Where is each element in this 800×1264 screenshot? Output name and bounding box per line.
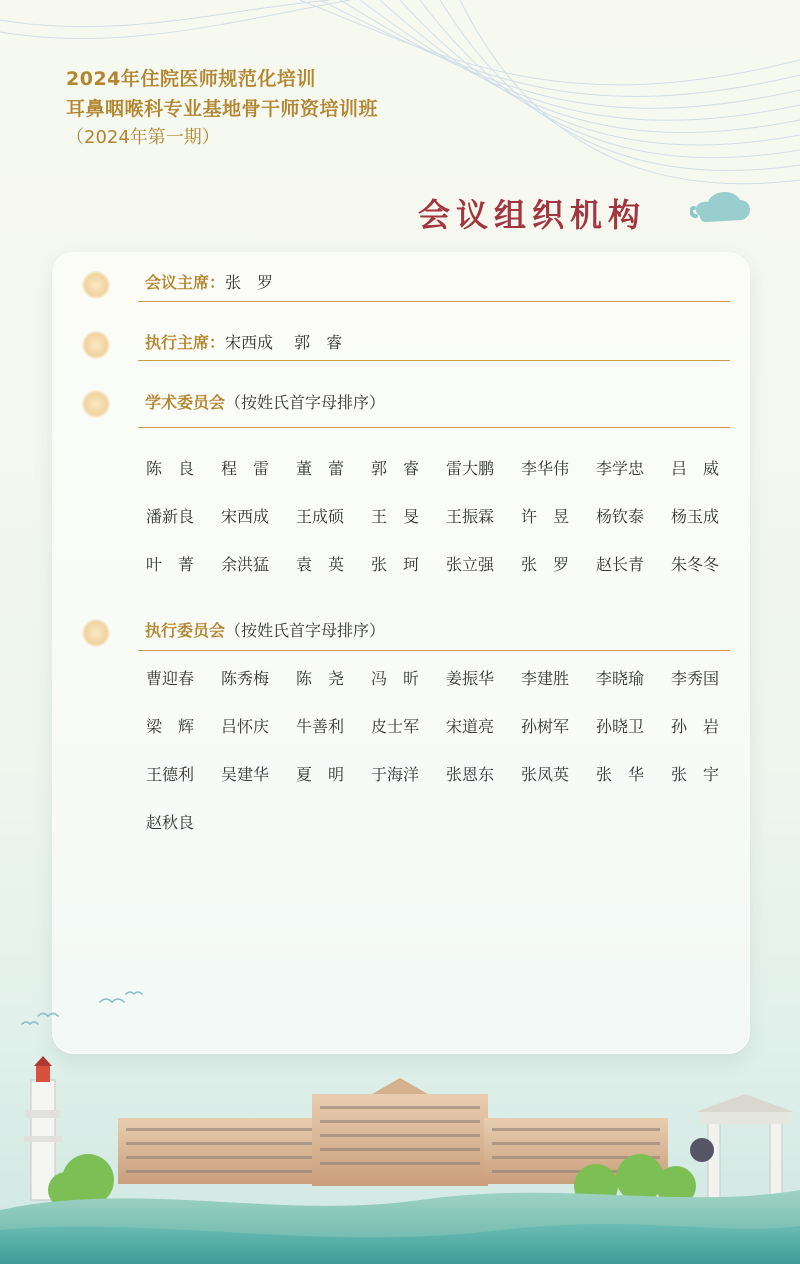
- divider: [138, 360, 730, 361]
- member-name: 许 昱: [521, 507, 570, 526]
- member-name: 冯 昕: [371, 669, 420, 688]
- member-name: 李华伟: [521, 459, 570, 478]
- bullet-dot-icon: [82, 390, 110, 418]
- member-name: 张 华: [596, 765, 645, 784]
- member-name: 牛善利: [296, 717, 345, 736]
- member-name: 李学忠: [596, 459, 645, 478]
- executive-member-list: [146, 668, 736, 834]
- member-name: 李建胜: [521, 669, 570, 688]
- campus-illustration: [0, 990, 800, 1264]
- member-name: 梁 辉: [146, 717, 195, 736]
- member-name: 程 雷: [221, 459, 270, 478]
- member-name: 陈秀梅: [221, 669, 270, 688]
- member-name: 董 蕾: [296, 459, 345, 478]
- member-name: 李秀国: [671, 669, 720, 688]
- member-name: 杨钦泰: [596, 507, 645, 526]
- member-name: 王 旻: [371, 507, 420, 526]
- member-name: 吴建华: [221, 765, 270, 784]
- member-name: 王成硕: [296, 507, 345, 526]
- member-name: 孙晓卫: [596, 717, 645, 736]
- academic-note: （按姓氏首字母排序）: [225, 393, 386, 412]
- event-header: [66, 64, 378, 152]
- member-name: 张 罗: [521, 555, 570, 574]
- bullet-dot-icon: [82, 271, 110, 299]
- decorative-cloud-icon: [690, 186, 754, 230]
- member-name: 吕 威: [671, 459, 720, 478]
- member-name: 皮士军: [371, 717, 420, 736]
- divider: [138, 427, 730, 428]
- member-name: 张恩东: [446, 765, 495, 784]
- member-name: 潘新良: [146, 507, 195, 526]
- chair-names: 张 罗: [225, 273, 274, 292]
- member-name: 王振霖: [446, 507, 495, 526]
- exec-chair-row: [145, 331, 342, 355]
- exec-chair-label: 执行主席：: [145, 333, 226, 352]
- member-name: 孙 岩: [671, 717, 720, 736]
- member-name: 袁 英: [296, 555, 345, 574]
- member-name: 吕怀庆: [221, 717, 270, 736]
- member-name: 雷大鹏: [446, 459, 495, 478]
- member-name: 李晓瑜: [596, 669, 645, 688]
- member-name: 张 珂: [371, 555, 420, 574]
- member-name: 郭 睿: [371, 459, 420, 478]
- member-name: 杨玉成: [671, 507, 720, 526]
- member-name: 陈 良: [146, 459, 195, 478]
- member-name: 姜振华: [446, 669, 495, 688]
- executive-note: （按姓氏首字母排序）: [225, 621, 386, 640]
- member-name: 王德利: [146, 765, 195, 784]
- academic-label: 学术委员会: [145, 393, 226, 412]
- member-name: 张 宇: [671, 765, 720, 784]
- member-name: 朱冬冬: [671, 555, 720, 574]
- member-name: 曹迎春: [146, 669, 195, 688]
- section-title: 会议组织机构: [418, 196, 647, 234]
- academic-heading: [145, 391, 385, 415]
- member-name: 陈 尧: [296, 669, 345, 688]
- event-title-line2: 耳鼻咽喉科专业基地骨干师资培训班: [66, 98, 379, 120]
- member-name: 张凤英: [521, 765, 570, 784]
- member-name: 夏 明: [296, 765, 345, 784]
- divider: [138, 301, 730, 302]
- executive-heading: [145, 619, 385, 643]
- exec-chair-names: 宋西成 郭 睿: [225, 333, 343, 352]
- divider: [138, 650, 730, 651]
- member-name: 赵长青: [596, 555, 645, 574]
- member-name: 于海洋: [371, 765, 420, 784]
- member-name: 宋西成: [221, 507, 270, 526]
- member-name: 孙树军: [521, 717, 570, 736]
- member-name: 余洪猛: [221, 555, 270, 574]
- chair-row: [145, 271, 273, 295]
- member-name: 张立强: [446, 555, 495, 574]
- bullet-dot-icon: [82, 331, 110, 359]
- content-card: [52, 252, 750, 1054]
- event-subtitle: （2024年第一期）: [66, 127, 220, 148]
- member-name: 叶 菁: [146, 555, 195, 574]
- chair-label: 会议主席：: [145, 273, 226, 292]
- academic-member-list: [146, 458, 736, 576]
- member-name: 宋道亮: [446, 717, 495, 736]
- executive-label: 执行委员会: [145, 621, 226, 640]
- bullet-dot-icon: [82, 619, 110, 647]
- event-title-line1: 2024年住院医师规范化培训: [66, 68, 316, 90]
- member-name: 赵秋良: [146, 813, 195, 832]
